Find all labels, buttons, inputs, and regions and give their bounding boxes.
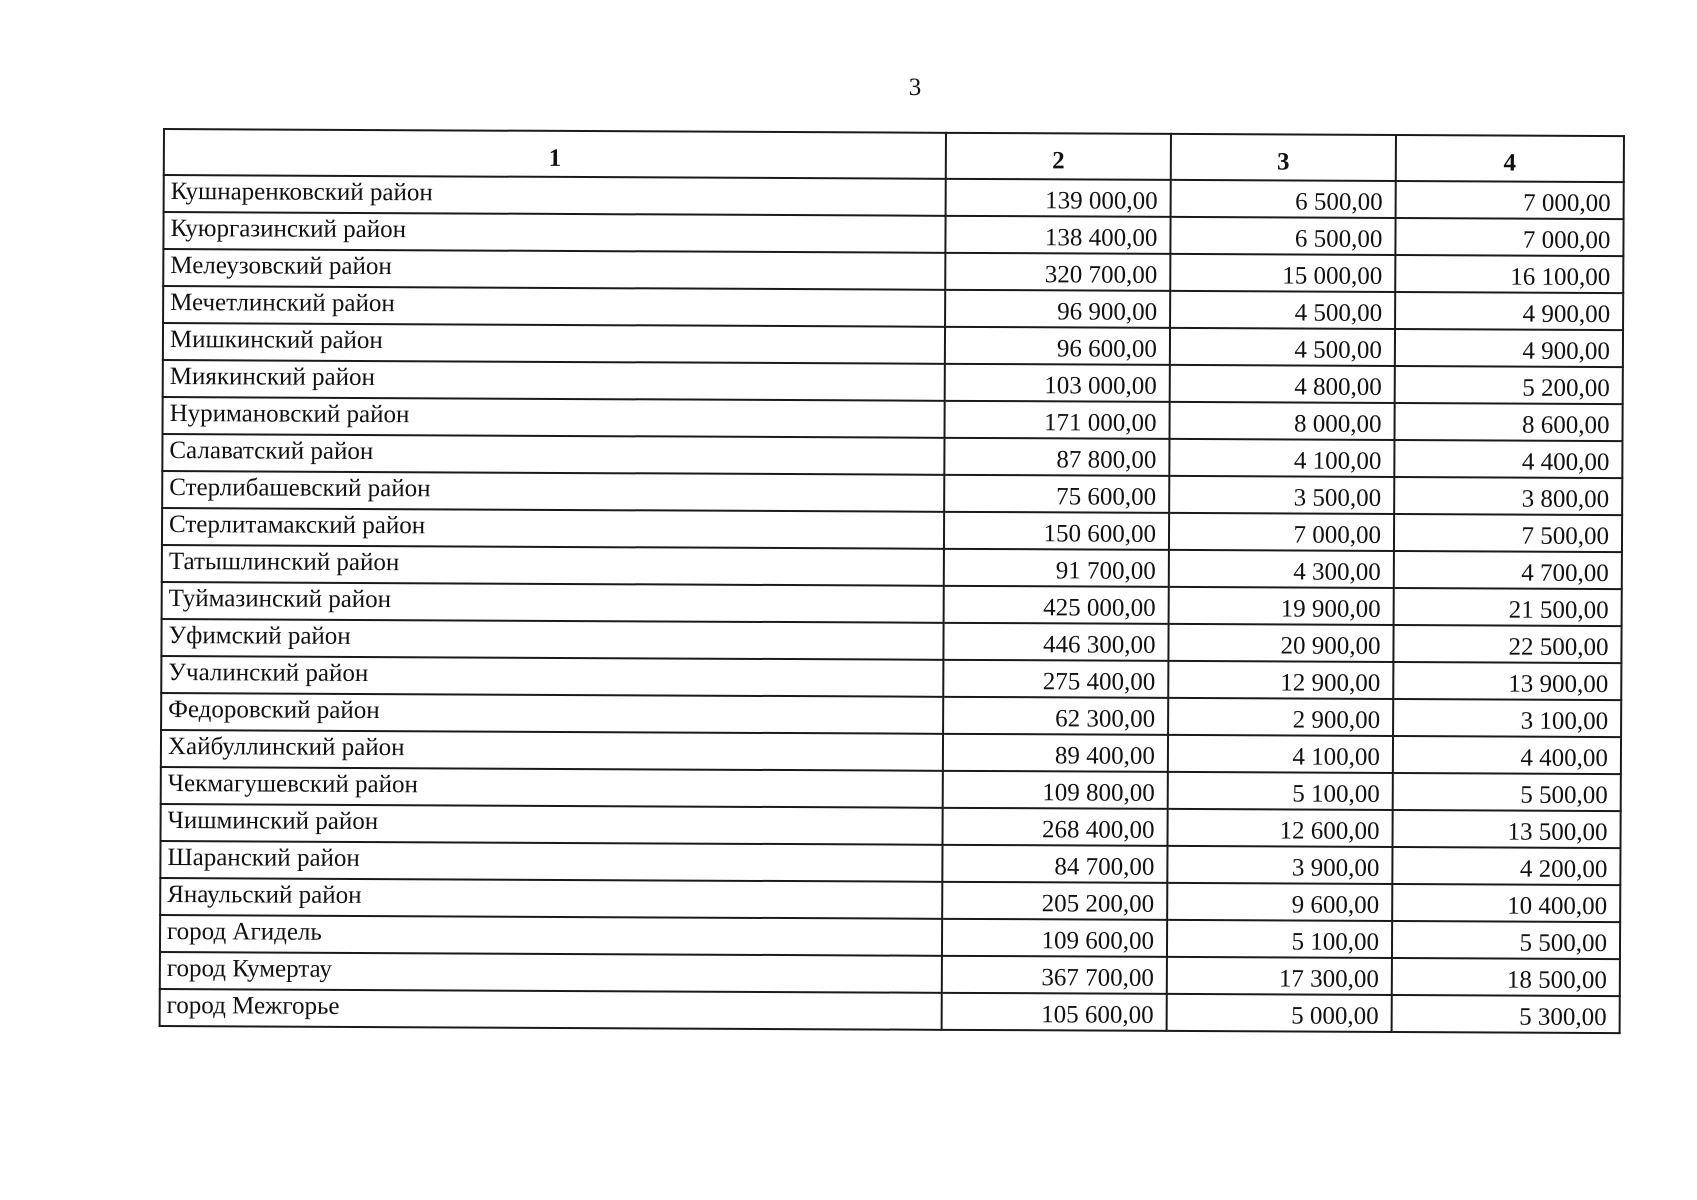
district-name-cell: Кушнаренковский район [164,175,946,216]
amount-cell-col3: 4 500,00 [1170,291,1395,329]
amount-cell-col2: 109 800,00 [943,771,1168,809]
district-name-cell: Нуримановский район [163,397,945,438]
amount-cell-col4: 4 400,00 [1393,736,1621,774]
amount-cell-col2: 62 300,00 [943,697,1168,735]
amount-cell-col4: 5 500,00 [1392,921,1620,959]
amount-cell-col3: 19 900,00 [1169,587,1394,625]
amount-cell-col3: 9 600,00 [1167,883,1392,921]
district-name-cell: Чишминский район [161,804,943,845]
district-name-cell: Уфимский район [161,619,943,660]
amount-cell-col2: 96 600,00 [945,327,1170,365]
district-name-cell: город Агидель [160,915,942,956]
amount-cell-col2: 446 300,00 [943,623,1168,661]
district-name-cell: Мишкинский район [163,323,945,364]
amount-cell-col3: 17 300,00 [1167,957,1392,995]
amount-cell-col4: 7 000,00 [1395,218,1623,256]
column-header-4: 4 [1396,135,1624,182]
table-body [160,175,1624,1033]
district-name-cell: Стерлибашевский район [162,471,944,512]
amount-cell-col4: 5 300,00 [1392,995,1620,1033]
amount-cell-col4: 7 500,00 [1394,514,1622,552]
district-name-cell: Шаранский район [160,841,942,882]
amount-cell-col3: 4 100,00 [1168,735,1393,773]
amount-cell-col4: 5 500,00 [1393,773,1621,811]
amount-cell-col3: 4 100,00 [1169,439,1394,477]
amount-cell-col4: 4 400,00 [1394,440,1622,478]
amount-cell-col2: 75 600,00 [944,475,1169,513]
amount-cell-col3: 4 300,00 [1169,550,1394,588]
amount-cell-col3: 20 900,00 [1168,624,1393,662]
district-name-cell: город Кумертау [160,952,942,993]
amount-cell-col3: 6 500,00 [1171,180,1396,218]
column-header-3: 3 [1171,134,1396,181]
amount-cell-col4: 13 500,00 [1393,810,1621,848]
amount-cell-col4: 3 800,00 [1394,477,1622,515]
amount-cell-col4: 21 500,00 [1394,588,1622,626]
amount-cell-col4: 4 900,00 [1395,292,1623,330]
amount-cell-col2: 105 600,00 [942,993,1167,1031]
amount-cell-col3: 7 000,00 [1169,513,1394,551]
table-row [160,989,1620,1033]
district-name-cell: Хайбуллинский район [161,730,943,771]
district-name-cell: Татышлинский район [162,545,944,586]
amount-cell-col3: 12 900,00 [1168,661,1393,699]
amount-cell-col3: 3 500,00 [1169,476,1394,514]
amount-cell-col2: 87 800,00 [944,438,1169,476]
amount-cell-col2: 205 200,00 [942,882,1167,920]
page-number: 3 [908,74,922,101]
amount-cell-col2: 425 000,00 [944,586,1169,624]
amount-cell-col2: 139 000,00 [946,179,1171,217]
amount-cell-col4: 7 000,00 [1396,181,1624,219]
amount-cell-col3: 5 100,00 [1168,772,1393,810]
district-name-cell: Учалинский район [161,656,943,697]
district-name-cell: Куюргазинский район [163,212,945,253]
amount-cell-col2: 275 400,00 [943,660,1168,698]
district-name-cell: Туймазинский район [162,582,944,623]
amount-cell-col2: 84 700,00 [942,845,1167,883]
amount-cell-col2: 320 700,00 [945,253,1170,291]
district-name-cell: Миякинский район [163,360,945,401]
amount-cell-col2: 171 000,00 [944,401,1169,439]
amount-cell-col3: 8 000,00 [1169,402,1394,440]
allocation-table [159,128,1625,1034]
amount-cell-col3: 12 600,00 [1168,809,1393,847]
amount-cell-col3: 2 900,00 [1168,698,1393,736]
amount-cell-col2: 138 400,00 [945,216,1170,254]
amount-cell-col2: 109 600,00 [942,919,1167,957]
amount-cell-col4: 22 500,00 [1393,625,1621,663]
amount-cell-col4: 4 900,00 [1395,329,1623,367]
amount-cell-col3: 3 900,00 [1167,846,1392,884]
district-name-cell: Федоровский район [161,693,943,734]
amount-cell-col4: 4 200,00 [1392,847,1620,885]
district-name-cell: город Межгорье [160,989,942,1030]
column-header-2: 2 [946,133,1171,180]
amount-cell-col4: 4 700,00 [1394,551,1622,589]
amount-cell-col2: 91 700,00 [944,549,1169,587]
amount-cell-col4: 3 100,00 [1393,699,1621,737]
amount-cell-col4: 5 200,00 [1395,366,1623,404]
amount-cell-col3: 4 800,00 [1170,365,1395,403]
allocation-table-container [159,128,1623,1034]
district-name-cell: Янаульский район [160,878,942,919]
district-name-cell: Стерлитамакский район [162,508,944,549]
amount-cell-col2: 150 600,00 [944,512,1169,550]
table-header-row [164,129,1624,182]
district-name-cell: Салаватский район [162,434,944,475]
district-name-cell: Мелеузовский район [163,249,945,290]
amount-cell-col2: 89 400,00 [943,734,1168,772]
amount-cell-col2: 268 400,00 [943,808,1168,846]
amount-cell-col2: 103 000,00 [945,364,1170,402]
amount-cell-col4: 13 900,00 [1393,662,1621,700]
amount-cell-col3: 15 000,00 [1170,254,1395,292]
column-header-1: 1 [164,129,946,179]
amount-cell-col4: 16 100,00 [1395,255,1623,293]
amount-cell-col2: 96 900,00 [945,290,1170,328]
amount-cell-col2: 367 700,00 [942,956,1167,994]
district-name-cell: Чекмагушевский район [161,767,943,808]
district-name-cell: Мечетлинский район [163,286,945,327]
amount-cell-col3: 6 500,00 [1170,217,1395,255]
amount-cell-col4: 10 400,00 [1392,884,1620,922]
amount-cell-col3: 5 000,00 [1167,994,1392,1032]
amount-cell-col4: 8 600,00 [1394,403,1622,441]
amount-cell-col4: 18 500,00 [1392,958,1620,996]
amount-cell-col3: 5 100,00 [1167,920,1392,958]
amount-cell-col3: 4 500,00 [1170,328,1395,366]
